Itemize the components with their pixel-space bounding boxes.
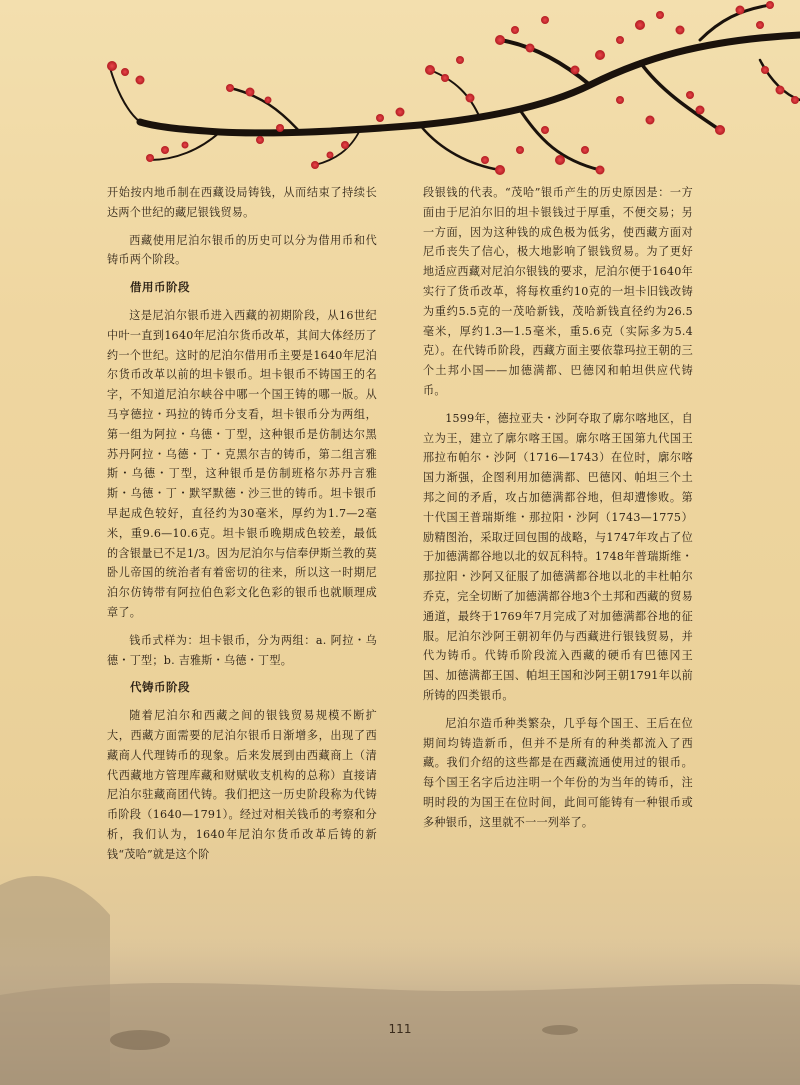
- section-heading: 借用币阶段: [130, 280, 190, 295]
- plum-blossom-branch-illustration: [0, 0, 800, 190]
- paragraph: 1599年，德拉亚夫・沙阿夺取了廓尔喀地区，自立为王，建立了廓尔喀王国。廓尔喀王国第九代国王邢拉布帕尔・沙阿（1716—1743）在位时，廓尔喀国力渐强，企图利用加德满都、巴德冈、帕坦三个土邦之间的矛盾，攻占加德满都谷地，但却遭惨败。第十代国王普瑞斯维・那拉阳・沙阿（1743—1775）励精图治，采取迂回包围的战略，与1747年攻占了位于加德满都谷地以北的奴瓦科特。1748年普瑞斯维・那拉阳・沙阿又征服了加德满都谷地以北的丰杜帕尔乔克，完全切断了加德满都谷地3个土邦和西藏的贸易通道，最终于1769年7月完成了对加德满都谷地的征服。尼泊尔沙阿王朝初年仍与西藏进行银钱贸易，并代为铸币。代铸币阶段流入西藏的硬币有巴德冈王国、加德满都王国、帕坦王国和沙阿王朝1791年以前所铸的四类银币。: [423, 411, 693, 702]
- left-text-column: [107, 183, 377, 873]
- section-heading: 代铸币阶段: [130, 680, 190, 695]
- paragraph: 这是尼泊尔银币进入西藏的初期阶段，从16世纪中叶一直到1640年尼泊尔货币改革，其间大体经历了约一个世纪。这时的尼泊尔借用币主要是1640年尼泊尔货币改革以前的坦卡银币。坦卡银币不铸国王的名字，不知道尼泊尔峡谷中哪一个国王铸的哪一版。从马亨德拉・玛拉的铸币分支看，坦卡银币分为两组，第一组为阿拉・乌德・丁型，这种银币是仿制达尔黑苏丹阿拉・乌德・丁・克黑尔吉的铸币，第二组言雅斯・乌德・丁型，这种银币是仿制班格尔苏丹言雅斯・乌德・丁・默罕默德・沙三世的铸币。坦卡银币早起成色较好，直径约为30毫米，厚约为1.7—2毫米，重9.6—10.6克。坦卡银币晚期成色较差，最低的含银量已不足1/3。因为尼泊尔与信奉伊斯兰教的莫卧儿帝国的统治者有着密切的往来，所以这一时期尼泊尔仿铸带有阿拉伯色彩文化色彩的银币也就顺理成章了。: [107, 308, 377, 619]
- paragraph: 开始按内地币制在西藏设局铸钱，从而结束了持续长达两个世纪的藏尼银钱贸易。: [107, 186, 377, 219]
- paragraph: 随着尼泊尔和西藏之间的银钱贸易规模不断扩大，西藏方面需要的尼泊尔银币日渐增多，出现了西藏商人代理铸币的现象。后来发展到由西藏商上（清代西藏地方管理库藏和财赋收支机构的总称）直接请尼泊尔驻藏商团代铸。我们把这一历史阶段称为代铸币阶段（1640—1791）。经过对相关钱币的考察和分析，我们认为，1640年尼泊尔货币改革后铸的新钱“茂哈”就是这个阶: [107, 709, 377, 861]
- paragraph: 尼泊尔造币种类繁杂，几乎每个国王、王后在位期间均铸造新币，但并不是所有的种类都流入了西藏。我们介绍的这些都是在西藏流通使用过的银币。每个国王名字后边注明一个年份的为当年的铸币，注明时段的为国王在位时间，此间可能铸有一种银币或多种银币，这里就不一一列举了。: [423, 716, 693, 829]
- paragraph: 钱币式样为：坦卡银币，分为两组：a. 阿拉・乌德・丁型；b. 吉雅斯・乌德・丁型。: [107, 633, 377, 667]
- paragraph: 西藏使用尼泊尔银币的历史可以分为借用币和代铸币两个阶段。: [107, 233, 377, 267]
- page-number: 111: [388, 1022, 412, 1036]
- paragraph: 段银钱的代表。“茂哈”银币产生的历史原因是：一方面由于尼泊尔旧的坦卡银钱过于厚重，不便交易；另一方面，因为这种钱的成色极为低劣，使西藏方面对尼币丧失了信心，极大地影响了银钱贸易。为了更好地适应西藏对尼泊尔银钱的要求，尼泊尔便于1640年实行了货币改革，将每枚重约10克的一坦卡旧钱改铸为重约5.5克的一茂哈新钱，茂哈新钱直径约为26.5毫米，厚约1.3—1.5毫米，重5.6克（实际多为5.4克）。在代铸币阶段，西藏方面主要依靠玛拉王朝的三个土邦小国——加德满都、巴德冈和帕坦供应代铸币。: [423, 186, 693, 397]
- right-text-column: [423, 183, 693, 841]
